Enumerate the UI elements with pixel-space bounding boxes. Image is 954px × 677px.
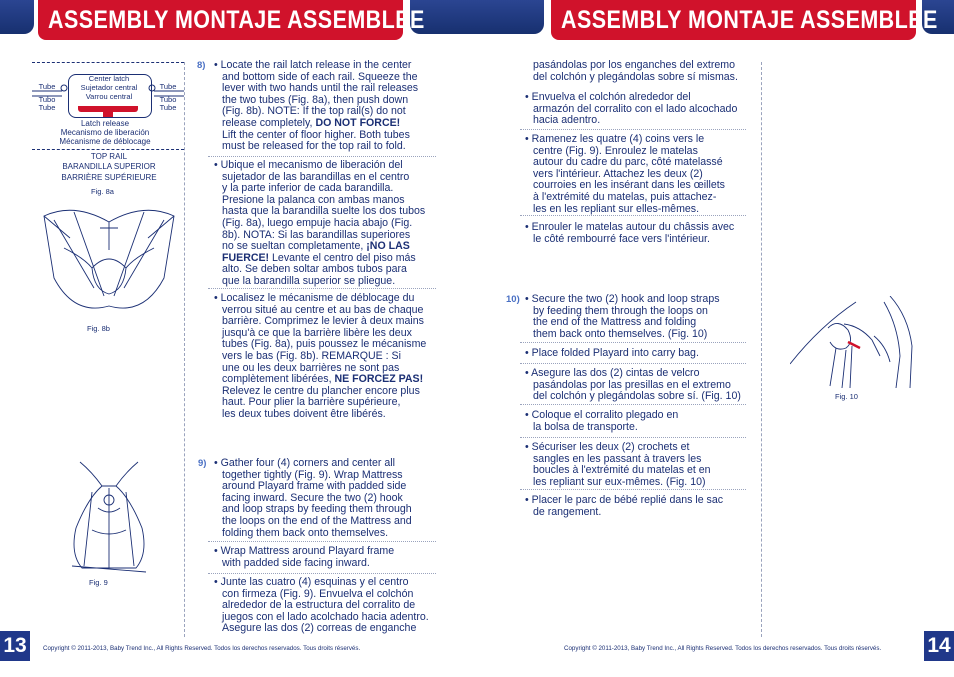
separator (208, 288, 436, 289)
text-line: (Fig. 8a), luego empuje hacia abajo (Fig. (222, 216, 413, 229)
text-line: Lift the center of floor higher. Both tubes (222, 128, 410, 141)
latch-release-label-fr: Mécanisme de déblocage (59, 137, 151, 146)
step-10-english-b (525, 348, 760, 360)
text-line: Relevez le centre du plancher encore plus (222, 384, 420, 397)
text-line: à l'extrémité du matelas, puis attachez- (533, 190, 717, 203)
text-line: vers le bas (Fig. 8b). REMARQUE : Si (222, 349, 401, 362)
text-line: • Sécuriser les deux (2) crochets et (525, 441, 690, 453)
step-9-english (214, 458, 446, 539)
step-10-french-b (525, 495, 760, 518)
text-line: (Fig. 8b). NOTE: If the top rail(s) do not (222, 105, 406, 118)
text-line: • Gather four (4) corners and center all (214, 457, 395, 469)
separator (520, 215, 746, 216)
text-line: del colchón y plegándolas sobre sí. (Fig. 10) (533, 390, 741, 403)
text-line: and loop straps by feeding them through (222, 503, 412, 516)
copyright-left: Copyright © 2011-2013, Baby Trend Inc., All Rights Reserved. Todos los derechos reservados. Tous droits réservés. (43, 645, 361, 652)
separator (520, 129, 746, 130)
text-line: haut. Pour plier la barrière supérieure, (222, 396, 401, 409)
separator (520, 342, 746, 343)
text-line: que la barandilla superior se pliegue. (222, 274, 396, 287)
text-line: by feeding them through the loops on (533, 304, 708, 317)
text-line: • Secure the two (2) hook and loop straps (525, 293, 720, 305)
text-line: courroies en les insérant dans les œillets (533, 179, 725, 192)
text-line: • Localisez le mécanisme de déblocage du (214, 292, 415, 304)
text-line: Asegure las dos (2) correas de enganche (222, 622, 417, 635)
step-9-spanish-cont (533, 60, 763, 83)
step-9-french (525, 134, 765, 215)
separator (208, 573, 436, 574)
fig-10-illustration (790, 296, 916, 388)
fig-8b-label: Fig. 8b (87, 324, 110, 333)
text-line: • Place folded Playard into carry bag. (525, 347, 699, 359)
left-page-divider (184, 62, 185, 637)
tubo-left-label: Tubo (38, 95, 56, 104)
step-9-french-b (525, 222, 770, 245)
tube-left-label-2: Tube (38, 103, 56, 112)
text-line: folding them back onto themselves. (222, 526, 389, 539)
page-title-left: ASSEMBLY MONTAJE ASSEMBLEE (38, 0, 403, 40)
step-9-spanish-b (525, 92, 765, 127)
latch-release-label-es: Mecanismo de liberación (60, 128, 150, 137)
text-line: around Playard frame with padded side (222, 480, 407, 493)
text-line: autour du cadre du parc, côté matelassé (533, 156, 723, 169)
step-10-number: 10) (506, 294, 520, 305)
separator (520, 363, 746, 364)
text-line: vers l'intérieur. Attachez les deux (2) (533, 167, 703, 180)
text-line: une ou les deux barrières ne sont pas (222, 361, 400, 374)
step-10-english (525, 294, 760, 340)
top-rail-label-en: TOP RAIL (90, 152, 128, 161)
text-line: les deux tubes doivent être libérés. (222, 407, 386, 420)
text-line: barrière. Comprimez le levier à deux mains (222, 315, 424, 328)
step-9-spanish (214, 577, 450, 635)
text-line: del colchón y plegándolas sobre sí mismas. (533, 70, 738, 83)
tubo-right-label: Tubo (159, 95, 177, 104)
step-8-english (214, 60, 442, 153)
tube-right-label-2: Tube (159, 103, 177, 112)
text-line: la bolsa de transporte. (533, 420, 638, 433)
text-line: complètement libérées, NE FORCEZ PAS! (222, 373, 424, 386)
text-line: no se sueltan completamente, ¡NO LAS (222, 240, 410, 253)
text-line: pasándolas por los enganches del extremo (533, 59, 736, 71)
separator (208, 156, 436, 157)
text-line: le côté rembourré face vers l'intérieur. (533, 232, 710, 245)
text-line: • Junte las cuatro (4) esquinas y el centro (214, 576, 409, 588)
step-9-number: 9) (198, 458, 207, 469)
diagram-top-dashes (32, 62, 184, 63)
center-latch-label-en: Center latch (88, 74, 130, 83)
page-number-right: 14 (924, 631, 954, 661)
text-line: sangles en les passant à travers les (533, 452, 702, 465)
text-line: boucles à l'extrémité du matelas et en (533, 464, 711, 477)
text-line: and bottom side of each rail. Squeeze the (222, 70, 418, 83)
text-line: the end of the Mattress and folding (533, 316, 697, 329)
latch-release-label-en: Latch release (80, 119, 130, 128)
text-line: alrededor de la estructura del corralito de (222, 599, 416, 612)
header-bar-center (410, 0, 544, 34)
copyright-right: Copyright © 2011-2013, Baby Trend Inc., All Rights Reserved. Todos los derechos reservados. Tous droits réservés. (564, 645, 882, 652)
text-line: • Wrap Mattress around Playard frame (214, 545, 395, 557)
text-line: • Ubique el mecanismo de liberación del (214, 159, 403, 171)
fig-8b-illustration (34, 198, 184, 320)
text-line: • Asegure las dos (2) cintas de velcro (525, 367, 700, 379)
text-line: • Placer le parc de bébé replié dans le sac (525, 494, 724, 506)
step-8-number: 8) (197, 60, 206, 71)
text-line: y la parte inferior de cada barandilla. (222, 182, 394, 195)
center-latch-label-es: Sujetador central (80, 83, 138, 92)
text-line: armazón del corralito con el lado alcochado (533, 102, 738, 115)
step-9-english-b (214, 546, 446, 569)
separator (520, 437, 746, 438)
page-title-right: ASSEMBLY MONTAJE ASSEMBLEE (551, 0, 916, 40)
text-line: tubes (Fig. 8a), puis poussez le mécanisme (222, 338, 427, 351)
text-line: jusqu'à ce que la barrière libère les deux (222, 326, 412, 339)
top-rail-label-es: BARANDILLA SUPERIOR (62, 162, 156, 171)
text-line: de rangement. (533, 505, 602, 518)
text-line: con firmeza (Fig. 9). Envuelva el colchón (222, 587, 414, 600)
text-line: the loops on the end of the Mattress and (222, 514, 412, 527)
step-8-spanish (214, 160, 442, 288)
text-line: • Envuelva el colchón alrededor del (525, 91, 691, 103)
tube-left-label: Tube (38, 82, 56, 91)
step-10-french (525, 442, 760, 488)
text-line: les en les repliant sur elles-mêmes. (533, 202, 700, 215)
text-line: together tightly (Fig. 9). Wrap Mattress (222, 468, 403, 481)
separator (520, 404, 746, 405)
text-line: • Coloque el corralito plegado en (525, 409, 679, 421)
text-line: Presione la palanca con ambas manos (222, 193, 405, 206)
text-line: alto. Se deben soltar ambos tubos para (222, 263, 407, 276)
text-line: les repliant sur eux-mêmes. (Fig. 10) (533, 475, 706, 488)
text-line: the two tubes (Fig. 8a), then push down (222, 93, 409, 106)
header-bar-left (0, 0, 34, 34)
step-8-french (214, 293, 442, 421)
text-line: centre (Fig. 9). Enroulez le matelas (533, 144, 698, 157)
text-line: • Enrouler le matelas autour du châssis avec (525, 221, 735, 233)
text-line: release completely, DO NOT FORCE! (222, 116, 401, 129)
text-line: hasta que la barandilla suelte los dos tubos (222, 205, 426, 218)
text-line: facing inward. Secure the two (2) hook (222, 491, 403, 504)
fig-9-illustration (62, 458, 156, 576)
text-line: hacia adentro. (533, 114, 601, 127)
step-10-spanish (525, 368, 765, 403)
text-line: pasándolas por las presillas en el extremo (533, 378, 731, 391)
text-line: juegos con el lado acolchado hacia adentro. (222, 610, 429, 623)
center-latch-label-fr: Varrou central (85, 92, 133, 101)
right-page-divider (761, 62, 762, 637)
text-line: lever with two hands until the rail releases (222, 82, 419, 95)
tube-lines (32, 72, 184, 120)
step-10-spanish-b (525, 410, 760, 433)
text-line: must be released for the top rail to fold. (222, 140, 406, 153)
text-line: them back onto themselves. (Fig. 10) (533, 327, 708, 340)
fig-8a-label: Fig. 8a (91, 187, 114, 196)
text-line: verrou situé au centre et au bas de chaque (222, 303, 424, 316)
fig-10-label: Fig. 10 (835, 392, 858, 401)
text-line: sujetador de las barandillas en el centro (222, 170, 410, 183)
page-number-left: 13 (0, 631, 30, 661)
fig-9-label: Fig. 9 (89, 578, 108, 587)
separator (520, 489, 746, 490)
diagram-bottom-dashes (32, 149, 184, 150)
text-line: with padded side facing inward. (222, 556, 370, 569)
text-line: • Ramenez les quatre (4) coins vers le (525, 133, 705, 145)
separator (208, 541, 436, 542)
tube-right-label: Tube (159, 82, 177, 91)
text-line: • Locate the rail latch release in the center (214, 59, 412, 71)
top-rail-label-fr: BARRIÈRE SUPÉRIEURE (61, 173, 157, 182)
text-line: 8b). NOTA: Si las barandillas superiores (222, 228, 411, 241)
text-line: FUERCE! Levante el centro del piso más (222, 251, 416, 264)
